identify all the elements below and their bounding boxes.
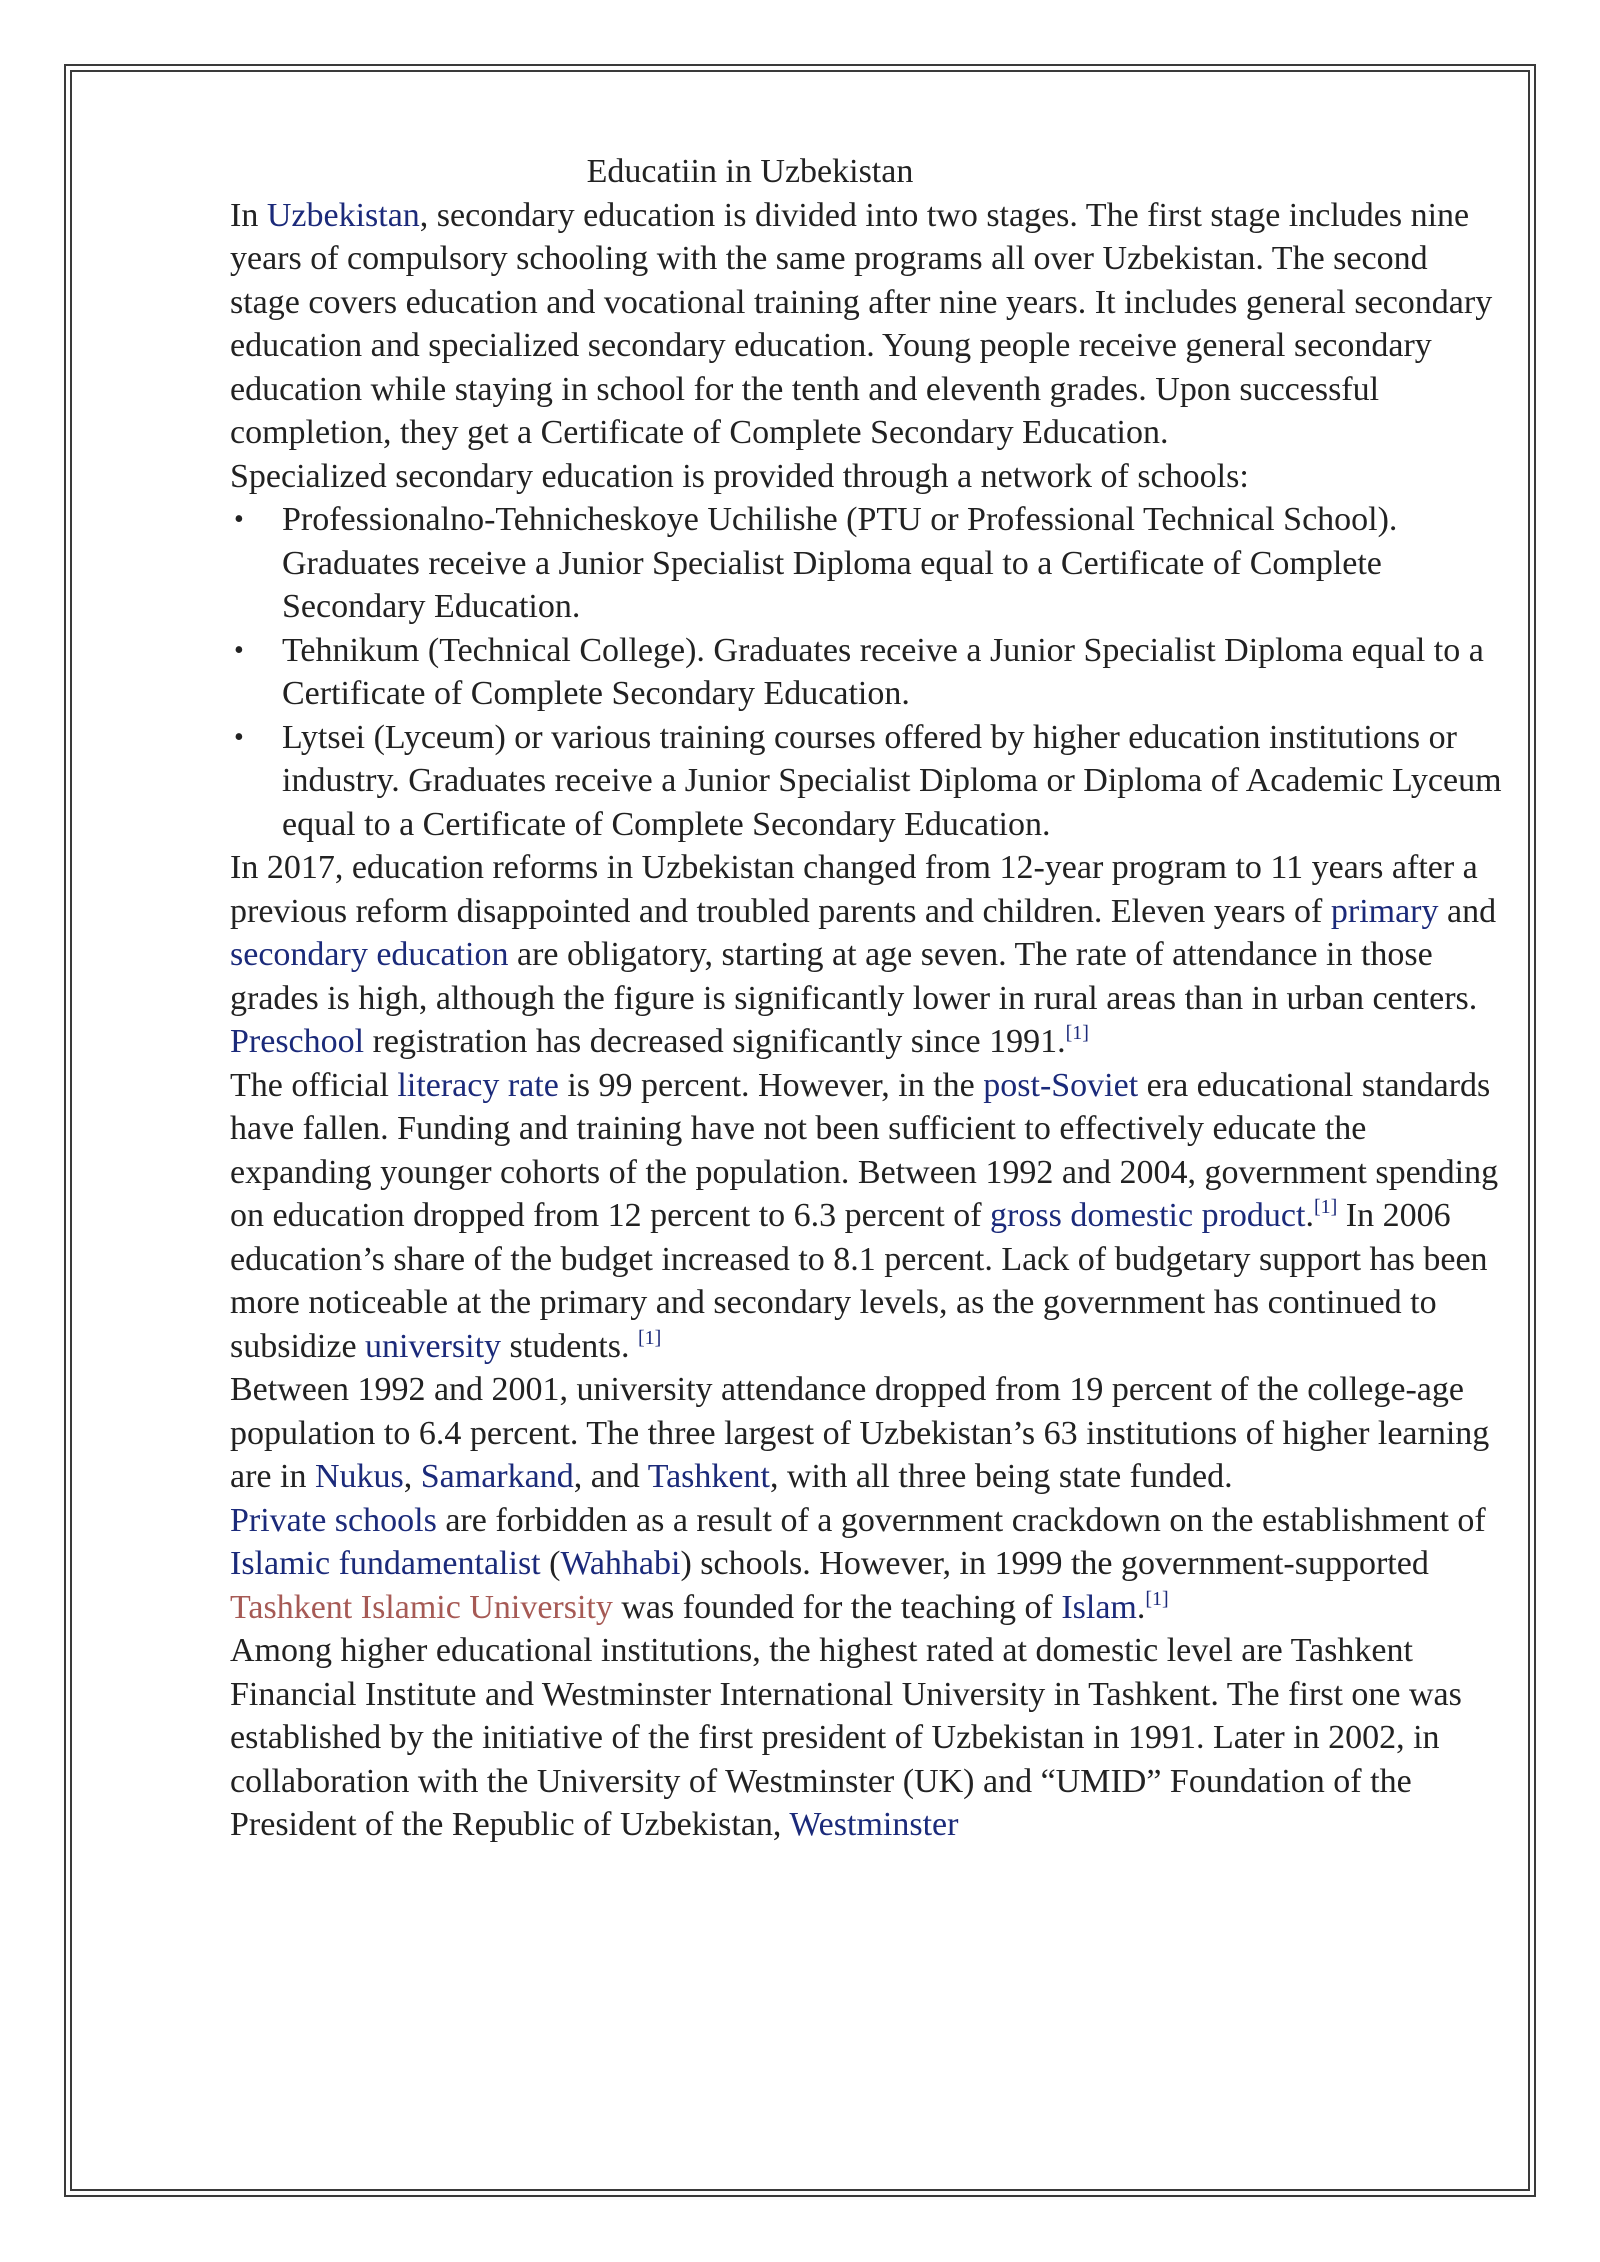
paragraph-attendance [230,1368,1502,1499]
text: was founded for the teaching of [612,1588,1062,1626]
text: , [403,1458,421,1495]
link-primary[interactable]: primary [1330,892,1439,930]
list-item [230,716,1502,847]
text: subsidize [230,1327,366,1365]
text: students. [501,1327,638,1365]
list-item [230,498,1502,629]
text: The official [230,1066,398,1104]
document-title: Educatiin in Uzbekistan [586,153,914,190]
text: In [230,196,267,234]
text: registration has decreased significantly since 1991. [364,1023,1066,1060]
text: . [1305,1197,1314,1234]
text: ( [540,1545,561,1582]
link-private-schools[interactable]: Private schools [230,1501,437,1539]
reference-link[interactable]: [1] [1145,1587,1169,1610]
schools-list [230,498,1502,846]
text: , secondary education is divided into two stages. The first stage includes nine years of compulsory schooling with the same programs all over Uzbekistan. The second stage covers education and vocational training after nine years. It includes general secondary education and specialized secondary education. Young people receive general secondary education while staying in school for the tenth and eleventh grades. Upon successful completion, they get a Certificate of Complete Secondary Education. [230,196,1493,451]
reference-link[interactable]: [1] [1065,1022,1089,1044]
link-preschool[interactable]: Preschool [230,1023,365,1060]
text: are forbidden as a result of a government crackdown on the establishment of [436,1501,1486,1539]
text: ) schools. However, in 1999 the government-supported [680,1545,1429,1582]
paragraph-specialized: Specialized secondary education is provided through a network of schools: [230,457,1249,495]
link-tashkent-islamic-university[interactable]: Tashkent Islamic University [230,1588,613,1626]
link-post-soviet[interactable]: post-Soviet [983,1066,1139,1104]
link-gross-domestic-product[interactable]: gross domestic product [990,1197,1306,1234]
link-uzbekistan[interactable]: Uzbekistan [266,196,420,234]
text: , and [573,1458,648,1495]
text: In 2006 education’s share of the budget increased to 8.1 percent. Lack of budgetary support has been more noticeable at the primary and secondary levels, as the government has continued to [230,1197,1488,1321]
link-university[interactable]: university [365,1327,502,1365]
link-wahhabi[interactable]: Wahhabi [560,1545,681,1582]
text: era educational standards have fallen. Funding and training have not been sufficient to effectively educate the expanding younger cohorts of the population. Between 1992 and 2004, government spending on education dropped from 12 percent to 6.3 percent of [230,1066,1499,1234]
paragraph-institutions [230,1629,1502,1847]
text: In 2017, education reforms in Uzbekistan changed from 12-year program to 11 years after a previous reform disappointed and troubled parents and children. Eleven years of [230,849,1478,930]
link-islamic-fundamentalist[interactable]: Islamic fundamentalist [230,1545,541,1582]
text: Between 1992 and 2001, university attendance dropped from 19 percent of the college-age population to 6.4 percent. The three largest of Uzbekistan’s 63 institutions of higher learning are in [230,1371,1490,1495]
link-samarkand[interactable]: Samarkand [420,1458,574,1495]
reference-link[interactable]: [1] [1313,1196,1338,1218]
text: and [1438,892,1497,930]
text: is 99 percent. However, in the [558,1066,984,1104]
text: , with all three being state funded. [769,1458,1233,1495]
paragraph-literacy [230,1064,1502,1369]
bullet-icon: • [234,504,244,535]
paragraph-reforms [230,846,1502,1064]
bullet-icon: • [234,721,244,753]
reference-link[interactable]: [1] [637,1326,662,1349]
link-literacy-rate[interactable]: literacy rate [397,1066,559,1104]
title-wrap [0,150,1500,194]
list-item-text: Professionalno-Tehnicheskoye Uchilishe (PTU or Professional Technical School). Graduates receive a Junior Specialist Diploma equal to a Certificate of Complete Secondary Education. [282,501,1398,625]
document-body [230,150,1502,1847]
link-secondary-education[interactable]: secondary education [230,936,509,973]
link-nukus[interactable]: Nukus [314,1458,404,1495]
link-islam[interactable]: Islam [1061,1588,1137,1626]
list-item [230,629,1502,716]
bullet-icon: • [234,634,244,666]
list-item-text: Tehnikum (Technical College). Graduates receive a Junior Specialist Diploma equal to a Certificate of Complete Secondary Education. [282,631,1484,712]
paragraph-private-schools [230,1499,1502,1630]
link-tashkent[interactable]: Tashkent [647,1458,770,1495]
text: . [1136,1588,1146,1626]
link-westminster[interactable]: Westminster [789,1806,959,1843]
list-item-text: Lytsei (Lyceum) or various training courses offered by higher education institutions or industry. Graduates receive a Junior Specialist Diploma or Diploma of Academic Lyceum equal to a Certificate of Complete Secondary Education. [282,718,1502,843]
text: are obligatory, starting at age seven. The rate of attendance in those grades is high, although the figure is significantly lower in rural areas than in urban centers. [230,936,1478,1017]
text: Among higher educational institutions, the highest rated at domestic level are Tashkent Financial Institute and Westminster International University in Tashkent. The first one was established by the initiative of the first president of Uzbekistan in 1991. Later in 2002, in collaboration with the University of Westminster (UK) and “UMID” Foundation of the President of the Republic of Uzbekistan, [230,1632,1462,1843]
paragraph-intro [230,194,1502,455]
